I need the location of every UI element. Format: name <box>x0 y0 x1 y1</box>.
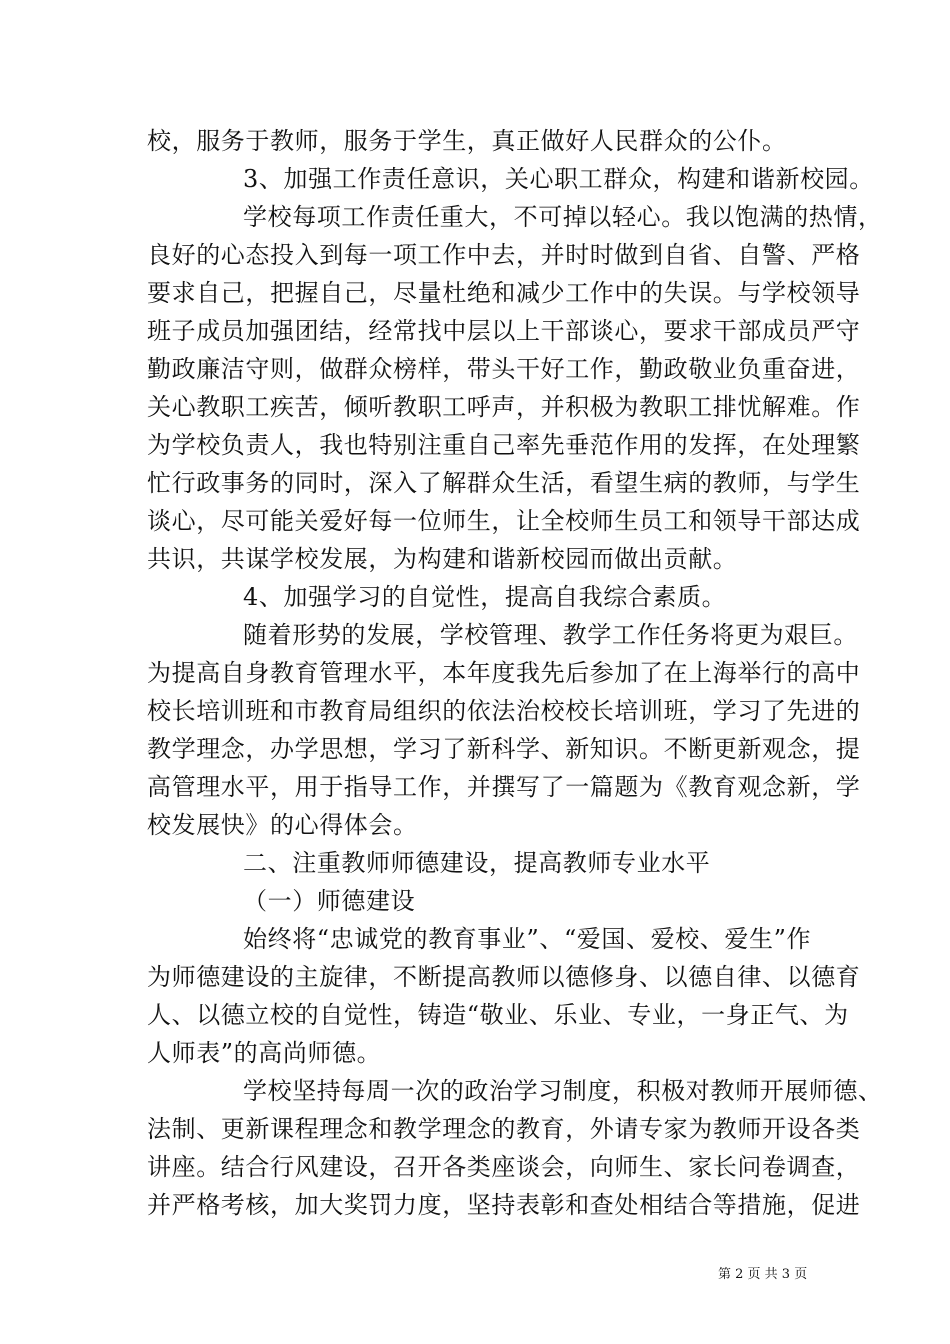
paragraph-line: 随着形势的发展，学校管理、教学工作任务将更为艰巨。 <box>243 621 858 649</box>
paragraph-line: 校发展快》的心得体会。 <box>147 811 418 839</box>
paragraph-line: 高管理水平，用于指导工作，并撰写了一篇题为《教育观念新，学 <box>147 773 861 801</box>
paragraph-line: 法制、更新课程理念和教学理念的教育，外请专家为教师开设各类 <box>147 1115 861 1143</box>
paragraph-line: 为师德建设的主旋律，不断提高教师以德修身、以德自律、以德育 <box>147 963 861 991</box>
paragraph-line: 为提高自身教育管理水平，本年度我先后参加了在上海举行的高中 <box>147 659 861 687</box>
section-heading: 二、注重教师师德建设，提高教师专业水平 <box>243 849 711 877</box>
paragraph-line: 良好的心态投入到每一项工作中去，并时时做到自省、自警、严格 <box>147 241 861 269</box>
paragraph-line: 勤政廉洁守则，做群众榜样，带头干好工作，勤政敬业负重奋进， <box>147 355 861 383</box>
section-heading: 3、加强工作责任意识，关心职工群众，构建和谐新校园。 <box>243 165 874 193</box>
paragraph-line: 谈心，尽可能关爱好每一位师生，让全校师生员工和领导干部达成 <box>147 507 861 535</box>
paragraph-line: 忙行政事务的同时，深入了解群众生活，看望生病的教师，与学生 <box>147 469 861 497</box>
paragraph-line: 校长培训班和市教育局组织的依法治校校长培训班，学习了先进的 <box>147 697 861 725</box>
paragraph-line: 并严格考核，加大奖罚力度，坚持表彰和查处相结合等措施，促进 <box>147 1191 861 1219</box>
paragraph-line: 班子成员加强团结，经常找中层以上干部谈心，要求干部成员严守 <box>147 317 861 345</box>
paragraph-line: 学校每项工作责任重大，不可掉以轻心。我以饱满的热情， <box>243 203 883 231</box>
section-heading: 4、加强学习的自觉性，提高自我综合素质。 <box>243 583 727 611</box>
subsection-heading: （一）师德建设 <box>243 887 416 915</box>
paragraph-line: 关心教职工疾苦，倾听教职工呼声，并积极为教职工排忧解难。作 <box>147 393 861 421</box>
paragraph-line: 人、以德立校的自觉性，铸造“敬业、乐业、专业，一身正气、为 <box>147 1001 849 1029</box>
paragraph-line: 校，服务于教师，服务于学生，真正做好人民群众的公仆。 <box>147 127 787 155</box>
page-number: 第 2 页 共 3 页 <box>718 1267 808 1282</box>
paragraph-line: 讲座。结合行风建设，召开各类座谈会，向师生、家长问卷调查， <box>147 1153 861 1181</box>
paragraph-line: 人师表”的高尚师德。 <box>147 1039 382 1067</box>
paragraph-line: 教学理念，办学思想，学习了新科学、新知识。不断更新观念，提 <box>147 735 861 763</box>
paragraph-line: 始终将“忠诚党的教育事业”、“爱国、爱校、爱生”作 <box>243 925 812 953</box>
paragraph-line: 共识，共谋学校发展，为构建和谐新校园而做出贡献。 <box>147 545 738 573</box>
paragraph-line: 学校坚持每周一次的政治学习制度，积极对教师开展师德、 <box>243 1077 883 1105</box>
paragraph-line: 为学校负责人，我也特别注重自己率先垂范作用的发挥，在处理繁 <box>147 431 861 459</box>
paragraph-line: 要求自己，把握自己，尽量杜绝和减少工作中的失误。与学校领导 <box>147 279 861 307</box>
